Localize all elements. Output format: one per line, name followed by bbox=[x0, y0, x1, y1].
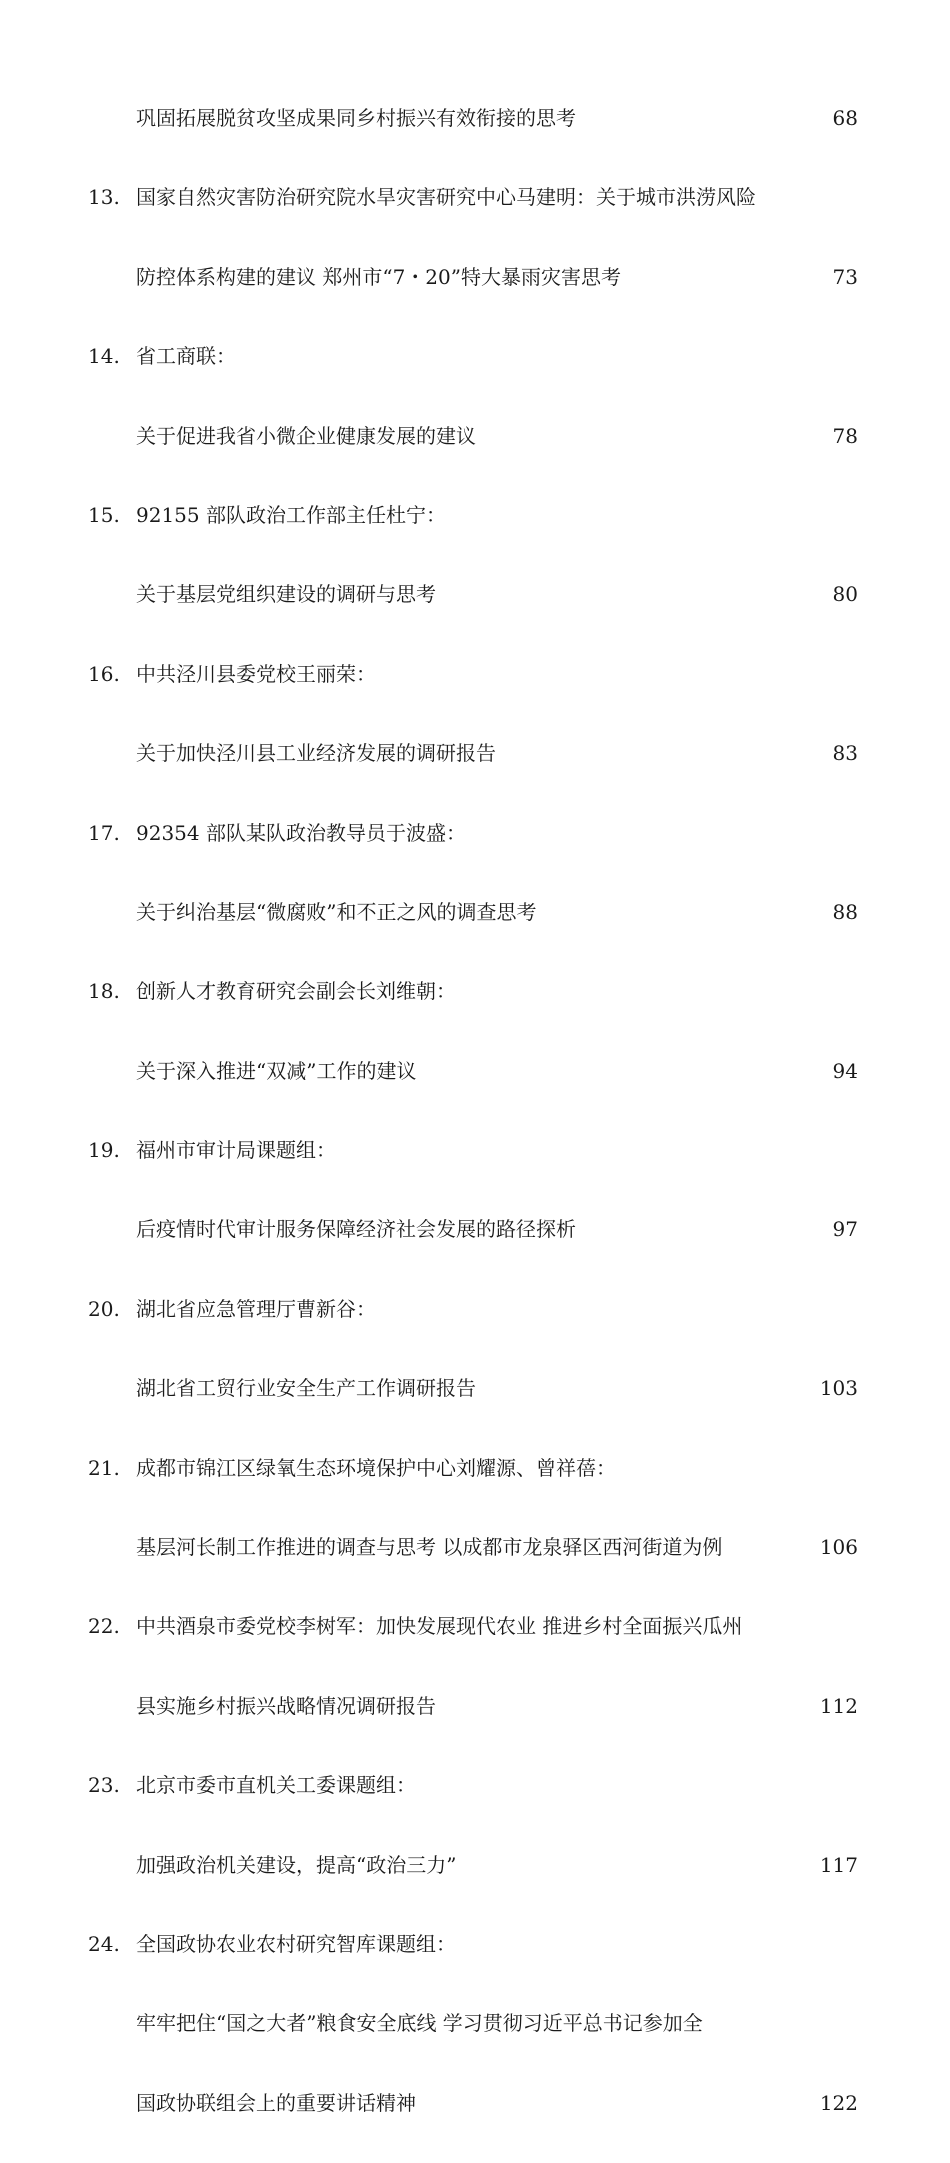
toc-line bbox=[0, 1210, 950, 1289]
toc-line bbox=[0, 258, 950, 337]
toc-line bbox=[0, 893, 950, 972]
toc-title: 中共泾川县委党校王丽荣： bbox=[136, 661, 376, 686]
toc-number: 17. bbox=[88, 820, 120, 845]
toc-line bbox=[0, 417, 950, 496]
toc-line bbox=[0, 2084, 950, 2163]
toc-number: 16. bbox=[88, 661, 120, 686]
toc-line bbox=[0, 1449, 950, 1528]
toc-title: 关于纠治基层“微腐败”和不正之风的调查思考 bbox=[136, 899, 537, 924]
table-of-contents bbox=[0, 99, 950, 2163]
toc-line bbox=[0, 1131, 950, 1210]
toc-line bbox=[0, 1369, 950, 1448]
toc-line bbox=[0, 1290, 950, 1369]
toc-page-number: 112 bbox=[819, 1693, 858, 1718]
toc-title: 国家自然灾害防治研究院水旱灾害研究中心马建明：关于城市洪涝风险 bbox=[136, 185, 756, 210]
toc-title: 关于加快泾川县工业经济发展的调研报告 bbox=[136, 741, 496, 766]
toc-number: 19. bbox=[88, 1138, 120, 1163]
toc-page-number: 83 bbox=[832, 741, 858, 766]
toc-line bbox=[0, 655, 950, 734]
toc-title: 防控体系构建的建议 郑州市“7・20”特大暴雨灾害思考 bbox=[136, 264, 621, 289]
toc-number: 13. bbox=[88, 185, 120, 210]
toc-line bbox=[0, 99, 950, 178]
toc-title: 加强政治机关建设，提高“政治三力” bbox=[136, 1852, 457, 1877]
toc-line bbox=[0, 1766, 950, 1845]
toc-page-number: 80 bbox=[832, 582, 858, 607]
toc-line bbox=[0, 734, 950, 813]
toc-title: 后疫情时代审计服务保障经济社会发展的路径探析 bbox=[136, 1217, 576, 1242]
toc-title: 湖北省工贸行业安全生产工作调研报告 bbox=[136, 1376, 476, 1401]
toc-title: 湖北省应急管理厅曹新谷： bbox=[136, 1296, 376, 1321]
toc-line bbox=[0, 1687, 950, 1766]
toc-number: 24. bbox=[88, 1931, 120, 1956]
toc-page-number: 103 bbox=[819, 1376, 858, 1401]
toc-title: 国政协联组会上的重要讲话精神 bbox=[136, 2090, 416, 2115]
toc-line bbox=[0, 1925, 950, 2004]
toc-line bbox=[0, 575, 950, 654]
toc-number: 18. bbox=[88, 979, 120, 1004]
toc-page-number: 117 bbox=[819, 1852, 858, 1877]
toc-title: 关于深入推进“双减”工作的建议 bbox=[136, 1058, 417, 1083]
toc-title: 基层河长制工作推进的调查与思考 以成都市龙泉驿区西河街道为例 bbox=[136, 1535, 723, 1560]
toc-number: 21. bbox=[88, 1455, 120, 1480]
toc-line bbox=[0, 1607, 950, 1686]
toc-page-number: 73 bbox=[832, 264, 858, 289]
toc-line bbox=[0, 178, 950, 257]
toc-line bbox=[0, 337, 950, 416]
toc-title: 北京市委市直机关工委课题组： bbox=[136, 1773, 416, 1798]
toc-line bbox=[0, 2004, 950, 2083]
toc-number: 23. bbox=[88, 1773, 120, 1798]
toc-title: 中共酒泉市委党校李树军：加快发展现代农业 推进乡村全面振兴瓜州 bbox=[136, 1614, 743, 1639]
toc-number: 14. bbox=[88, 344, 120, 369]
toc-page-number: 78 bbox=[832, 423, 858, 448]
toc-page-number: 68 bbox=[832, 106, 858, 130]
toc-line bbox=[0, 1528, 950, 1607]
toc-number: 15. bbox=[88, 502, 120, 527]
toc-number: 22. bbox=[88, 1614, 120, 1639]
toc-title: 成都市锦江区绿氧生态环境保护中心刘耀源、曾祥蓓： bbox=[136, 1455, 616, 1480]
toc-page-number: 94 bbox=[832, 1058, 858, 1083]
toc-title: 省工商联： bbox=[136, 344, 236, 369]
toc-title: 巩固拓展脱贫攻坚成果同乡村振兴有效衔接的思考 bbox=[136, 106, 576, 130]
toc-line bbox=[0, 814, 950, 893]
toc-page-number: 122 bbox=[819, 2090, 858, 2115]
toc-title: 创新人才教育研究会副会长刘维朝： bbox=[136, 979, 456, 1004]
toc-number: 20. bbox=[88, 1296, 120, 1321]
toc-title: 关于基层党组织建设的调研与思考 bbox=[136, 582, 436, 607]
toc-page-number: 97 bbox=[832, 1217, 858, 1242]
toc-line bbox=[0, 1052, 950, 1131]
toc-title: 牢牢把住“国之大者”粮食安全底线 学习贯彻习近平总书记参加全 bbox=[136, 2011, 703, 2036]
toc-line bbox=[0, 972, 950, 1051]
toc-line bbox=[0, 496, 950, 575]
toc-page-number: 106 bbox=[819, 1535, 858, 1560]
toc-title: 关于促进我省小微企业健康发展的建议 bbox=[136, 423, 476, 448]
toc-title: 福州市审计局课题组： bbox=[136, 1138, 336, 1163]
toc-title: 92354 部队某队政治教导员于波盛： bbox=[136, 820, 466, 845]
toc-title: 县实施乡村振兴战略情况调研报告 bbox=[136, 1693, 436, 1718]
toc-title: 92155 部队政治工作部主任杜宁： bbox=[136, 502, 446, 527]
toc-title: 全国政协农业农村研究智库课题组： bbox=[136, 1931, 456, 1956]
toc-page-number: 88 bbox=[832, 899, 858, 924]
toc-line bbox=[0, 1846, 950, 1925]
